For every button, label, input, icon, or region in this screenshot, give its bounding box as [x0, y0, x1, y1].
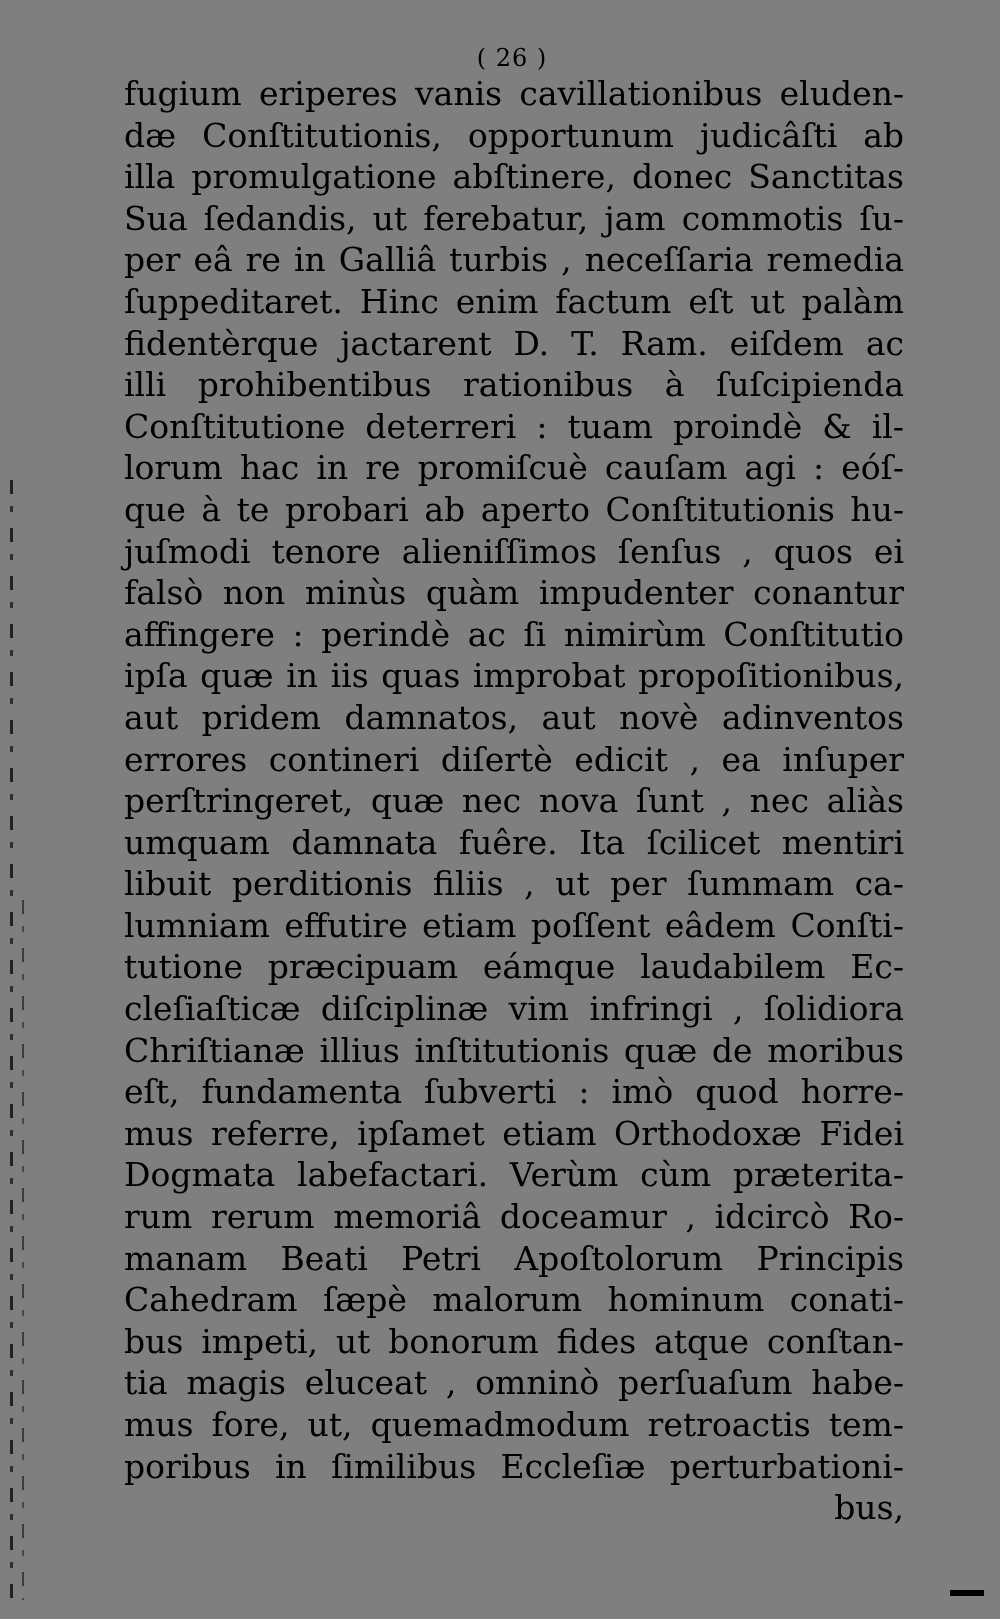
text-line: ipſa quæ in iis quas improbat propoſitionibus,: [124, 656, 904, 696]
text-line: tutione præcipuam eámque laudabilem Ec-: [124, 947, 904, 987]
text-line: lumniam effutire etiam poſſent eâdem Conſti-: [124, 905, 904, 945]
text-line: que à te probari ab aperto Conſtitutionis hu-: [124, 489, 904, 529]
text-line: illi prohibentibus rationibus à ſuſcipienda: [124, 365, 904, 405]
text-line: fidentèrque jactarent D. T. Ram. eiſdem ac: [124, 323, 904, 363]
text-line: Sua ſedandis, ut ferebatur, jam commotis ſu-: [124, 198, 904, 238]
page-corner-mark: [950, 1590, 984, 1596]
text-line: aut pridem damnatos, aut novè adinventos: [124, 697, 904, 737]
body-text: [124, 73, 904, 1529]
text-line: Cahedram ſæpè malorum hominum conati-: [124, 1280, 904, 1320]
text-line: rum rerum memoriâ doceamur , idcircò Ro-: [124, 1197, 904, 1237]
text-line-catchword: bus,: [834, 1488, 904, 1528]
text-line: lorum hac in re promiſcuè cauſam agi : eóſ-: [124, 448, 904, 488]
binding-edge-inner-shadow: [22, 900, 24, 1600]
text-line: eſt, fundamenta ſubverti : imò quod horre-: [124, 1072, 904, 1112]
text-line: per eâ re in Galliâ turbis , neceſſaria remedia: [124, 240, 904, 280]
text-line: libuit perditionis filiis , ut per ſummam ca-: [124, 864, 904, 904]
text-line: cleſiaſticæ diſciplinæ vim infringi , ſolidiora: [124, 989, 904, 1029]
text-line: manam Beati Petri Apoſtolorum Principis: [124, 1238, 904, 1278]
text-line: ſuppeditaret. Hinc enim factum eſt ut palàm: [124, 281, 904, 321]
text-line: mus fore, ut, quemadmodum retroactis tem-: [124, 1405, 904, 1444]
page-number: ( 26 ): [476, 44, 548, 72]
text-line: poribus in ſimilibus Eccleſiæ perturbationi-: [124, 1446, 904, 1486]
text-line: falsò non minùs quàm impudenter conantur: [124, 573, 904, 613]
text-line: Conſtitutione deterreri : tuam proindè & il-: [124, 406, 904, 446]
binding-edge-shadow: [10, 480, 13, 1610]
text-line: Dogmata labefactari. Verùm cùm præterita-: [124, 1155, 904, 1195]
text-line: bus impeti, ut bonorum fides atque conſtan-: [124, 1321, 904, 1361]
text-line: errores contineri diſertè edicit , ea inſuper: [124, 739, 904, 779]
text-line: tia magis eluceat , omninò perſuaſum habe-: [124, 1363, 904, 1403]
text-line: perſtringeret, quæ nec nova ſunt , nec aliàs: [124, 781, 904, 821]
text-line: Chriſtianæ illius inſtitutionis quæ de moribus: [124, 1030, 904, 1070]
text-line: juſmodi tenore alieniſſimos ſenſus , quos ei: [124, 531, 904, 571]
text-line: mus referre, ipſamet etiam Orthodoxæ Fidei: [124, 1113, 904, 1153]
text-line: fugium eriperes vanis cavillationibus eluden-: [124, 74, 904, 113]
text-line: dæ Conſtitutionis, opportunum judicâſti ab: [124, 115, 904, 155]
text-line: affingere : perindè ac ſi nimirùm Conſtitutio: [124, 614, 904, 654]
text-line: umquam damnata fuêre. Ita ſcilicet mentiri: [124, 822, 904, 862]
text-line: illa promulgatione abſtinere, donec Sanctitas: [124, 157, 904, 197]
